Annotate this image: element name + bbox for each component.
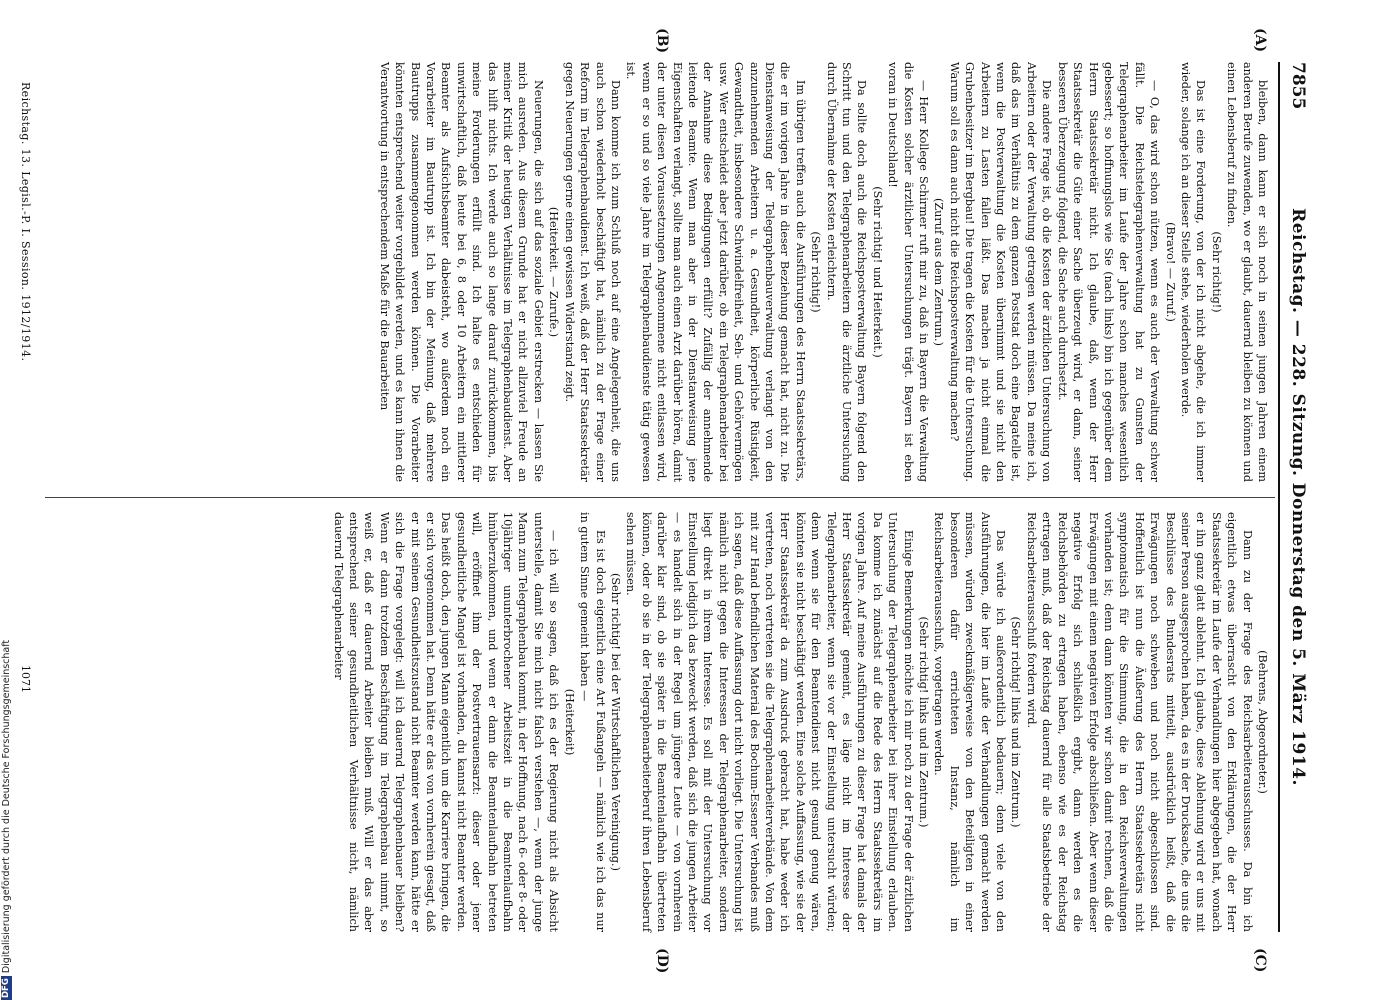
- paragraph: — Herr Kollege Schirmer ruft mir zu, daß in Bayern die Verwaltung die Kosten solcher ärztlicher Untersuchungen trägt. Bayern ist eben voran in Deutschland!: [886, 62, 931, 482]
- page-header: [1282, 62, 1308, 932]
- interjection: (Sehr richtig! und Heiterkeit.): [870, 186, 884, 358]
- paragraph: — ich will so sagen, daß ich es der Regierung nicht als Absicht unterstelle, damit Sie mich nicht falsch verstehen —, wenn der junge Mann zum Telegraphenbau kommt, in der Hoffnung, nach 6- oder 8- oder 10jähriger ununterbrochener Arbeitszeit in die Beamtenlaufbahn hinüberzukommen, und wenn er dann die Beamtenlaufbahn betreten will, eröffnet ihm der Postvertrauensarzt: dieser oder jener gesundheitliche Mangel ist vorhanden, du kannst nicht Beamter werden. Das heißt doch, den jungen Mann eigentlich um die Karriere bringen, die er sich vorgenommen hat. Denn hätte er das von vornherein gesagt, daß er mit seinem Gesundheitszustand nicht Beamter werden kann, hätte er sich die Frage vorgelegt: will ich dauernd Telegraphenbauer bleiben? Wenn er dann trotzdem Beschäftigung im Telegraphenbau nimmt, so weiß er, daß er dauernd Arbeiter bleiben muß. Will er das aber entsprechend seiner gesundheitlichen Verhältnisse nicht, nämlich dauernd Telegraphenarbeiter: [331, 512, 561, 932]
- margin-mark-a: (A): [1252, 28, 1268, 53]
- paragraph: Dann zu der Frage des Reichsarbeiterausschusses. Da bin ich eigentlich etwas überrascht von den Erklärungen, die der Herr Staatssekretär im Laufe der Verhandlungen hier abgegeben hat, wonach er ihn ganz glatt ablehnt. Ich glaube, diese Ablehnung wird er uns mit seiner Person ausgesprochen haben, da es in der Drucksache, die uns die Beschlüsse des Bundesrats mitteilt, ausdrücklich heißt, daß die Erwägungen noch schweben und noch nicht abgeschlossen sind. Hoffentlich ist nun die Äußerung des Herrn Staatssekretärs nicht symptomatisch für die Stimmung, die in den Reichsverwaltungen vorhanden ist; denn dann könnten wir schon damit rechnen, daß die Erwägungen mit einem negativen Erfolge abschließen. Aber wenn dieser negative Erfolg sich schließlich ergibt, dann werden es die Reichsbehörden zu ertragen haben, ebenso wie es der Reichstag ertragen muß, daß der Reichstag dauernd für alle Staatsbetriebe der Reichsarbeiterausschuß fordern wird.: [1024, 512, 1254, 932]
- interjection: (Sehr richtig!): [1209, 231, 1223, 313]
- footer-sheet-number: 1071: [19, 665, 32, 693]
- header-rule: [1278, 62, 1280, 932]
- page-title: Reichstag. — 228. Sitzung. Donnerstag den 5. März 1914.: [1288, 208, 1308, 786]
- interjection: (Zuruf aus dem Zentrum.): [932, 198, 946, 346]
- interjection: (Sehr richtig!): [809, 231, 823, 313]
- paragraph: Im übrigen treffen auch die Ausführungen des Herrn Staatssekretärs, die er im vorigen Jahre in dieser Beziehung gemacht hat, nicht zu. Die Dienstanweisung der Telegraphenbauverwaltung verlangt von den anzunehmenden Arbeitern u. a. Gesundheit, körperliche Rüstigkeit, Gewandtheit, insbesondere Schwindelfreiheit, Seh- und Gehörvermögen usw. Wer entscheidet aber jetzt darüber, ob ein Telegraphenarbeiter bei der Annahme diese Bedingungen erfüllt? Zufällig der annehmende leitende Beamte. Wenn man aber in der Dienstanweisung jene Eigenschaften verlangt, sollte man auch einen Arzt darüber hören, damit der unter diesen Voraussetzungen Angenommene nicht entlassen wird, wenn er so und so viele Jahre im Telegraphenbaudienste tätig gewesen ist.: [624, 62, 807, 482]
- paragraph: Das ist eine Forderung, von der ich nicht abgehe, die ich immer wieder, solange ich an dieser Stelle stehe, wiederholen werde.: [1178, 62, 1208, 482]
- attribution-text: Digitalisierung gefördert durch die Deutsche Forschungsgemeinschaft: [1, 639, 12, 974]
- page-number: 7855: [1288, 62, 1308, 110]
- paragraph: Neuerungen, die sich auf das soziale Gebiet erstrecken — lassen Sie mich ausreden. Aus diesem Grunde hat er nicht allzuviel Freude an meiner Kritik der heutigen Verhältnisse im Telegraphenbaudienst. Aber das hilft nichts. Ich werde auch so lange darauf zurückkommen, bis meine Forderungen erfüllt sind. Ich halte es entschieden für unwirtschaftlich, daß heute bei 6, 8 oder 10 Arbeitern ein mittlerer Beamter als Aufsichtsbeamter dabeisteht, wo außerdem noch ein Vorarbeiter im Bautrupp ist. Ich bin der Meinung, daß mehrere Bautrupps zusammengenommen werden können. Die Vorarbeiter könnten entsprechend weiter vorgebildet werden, und es kann ihnen die Verantwortung in entsprechendem Maße für die Bauarbeiten: [377, 62, 545, 482]
- paragraph: Es ist doch eigentlich eine Art Fußangeln — nämlich wie ich das nur in gutem Sinne gemeint haben —: [578, 512, 607, 932]
- paragraph: Da sollte doch auch die Reichspostverwaltung Bayern folgend den Schritt tun und den Telegraphenarbeitern die ärztliche Untersuchung durch Übernahme der Kosten erleichtern.: [824, 62, 869, 482]
- interjection: (Behrens, Abgeordneter.): [1256, 650, 1269, 794]
- text-column-left: [376, 62, 1270, 482]
- dfg-attribution: [0, 600, 14, 1000]
- interjection: (Heiterkeit. — Zurufe.): [547, 206, 561, 338]
- interjection: (Bravo! — Zuruf.): [1163, 222, 1177, 322]
- column-divider: [45, 497, 1275, 498]
- footer-session: Reichstag. 13. Legisl.-P. I. Session. 1912/1914.: [19, 82, 32, 362]
- interjection: (Heiterkeit): [562, 688, 576, 756]
- interjection: (Sehr richtig! links und im Zentrum.): [1009, 616, 1023, 828]
- paragraph: Die andere Frage ist, ob die Kosten der ärztlichen Untersuchung von Arbeitern oder der Verwaltung getragen werden müssen. Da meine ich, daß das im Verhältnis zu dem ganzen Poststat doch eine Bagatelle ist, wenn die Postverwaltung die Kosten übernimmt und sie nicht den Arbeitern zu Lasten fallen läßt. Das machen ja nicht einmal die Grubenbesitzer im Bergbau! Die tragen die Kosten für die Untersuchung. Warum soll es dann auch nicht die Reichspostverwaltung machen?: [947, 62, 1054, 482]
- paragraph: Dann komme ich zum Schluß noch auf eine Angelegenheit, die uns auch schon wiederholt beschäftigt hat, nämlich zu der Frage einer Reform im Telegraphenbaudienst. Ich weiß, daß der Herr Staatssekretär gegen Neuerungen gerne einen gewissen Widerstand zeigt.: [562, 62, 622, 482]
- paragraph: bleiben, dann kann er sich noch in seinen jungen Jahren einem anderen Berufe zuwenden, wo er glaubt, dauernd bleiben zu können und einen Lebensberuf zu finden.: [1225, 62, 1269, 482]
- paragraph: Das würde ich außerordentlich bedauern; denn viele von den Ausführungen, die hier im Laufe der Verhandlungen gemacht werden müssen, würden zweckmäßigerweise von den Beteiligten in einer besonderen dafür errichteten Instanz, nämlich im Reichsarbeiterausschuß, vorgetragen werden.: [932, 512, 1008, 932]
- text-column-right: [330, 512, 1270, 932]
- interjection: (Sehr richtig! bei der Wirtschaftlichen Vereinigung.): [608, 573, 622, 871]
- margin-mark-b: (B): [654, 28, 670, 54]
- margin-mark-c: (C): [1252, 948, 1268, 973]
- paragraph: Einige Bemerkungen möchte ich mir noch zu der Frage der ärztlichen Untersuchung der Telegraphenarbeiter bei ihrer Einstellung erlauben. Da komme ich zunächst auf die Rede des Herrn Staatssekretärs im vorigen Jahre. Auf meine Ausführungen zu dieser Frage hat damals der Herr Staatssekretär gemeint, es läge nicht im Interesse der Telegraphenarbeiter, wenn sie vor der Einstellung untersucht würden; denn wenn sie für den Beamtendienst nicht gesund genug wären, könnten sie nicht beschäftigt werden. Eine solche Auffassung, wie sie der Herr Staatssekretär da zum Ausdruck gebracht hat, habe weder ich vertreten, noch vertreten sie die Telegraphenarbeiterverbände. Von dem mit zur Hand befindlichen Material des Bochum-Essener Verbandes muß ich sagen, daß diese Auffassung dort nicht vorliegt. Die Untersuchung ist nämlich nicht gegen die Interessen der Telegraphenarbeiter, sondern liegt direkt in ihrem Interesse. Es soll mit der Untersuchung vor Einstellung lediglich das bezweckt werden, daß sich die jungen Arbeiter — es handelt sich in der Regel um jüngere Leute — von vornherein darüber klar sind, ob sie später in die Beamtenlaufbahn übertreten können, oder ob sie in der Telegraphenarbeiterberuf ihren Lebensberuf sehen müssen.: [624, 512, 915, 932]
- paragraph: — O, das wird schon nützen, wenn es auch der Verwaltung schwer fällt. Die Reichstelegraphenverwaltung hat zu Gunsten der Telegraphenarbeiter im Laufe der Jahre schon manches wesentlich gebessert; so hoffnungslos wie Sie (nach links) bin ich gegenüber dem Herrn Staatssekretär nicht. Ich glaube, daß, wenn der Herr Staatssekretär die Güte einer Sache überzeugt wird, er dann, seiner besseren Überzeugung folgend, die Sache auch durchsetzt.: [1055, 62, 1162, 482]
- dfg-logo-icon: DFG: [1, 978, 11, 998]
- interjection: (Sehr richtig! links und im Zentrum.): [917, 616, 931, 828]
- margin-mark-d: (D): [654, 948, 670, 974]
